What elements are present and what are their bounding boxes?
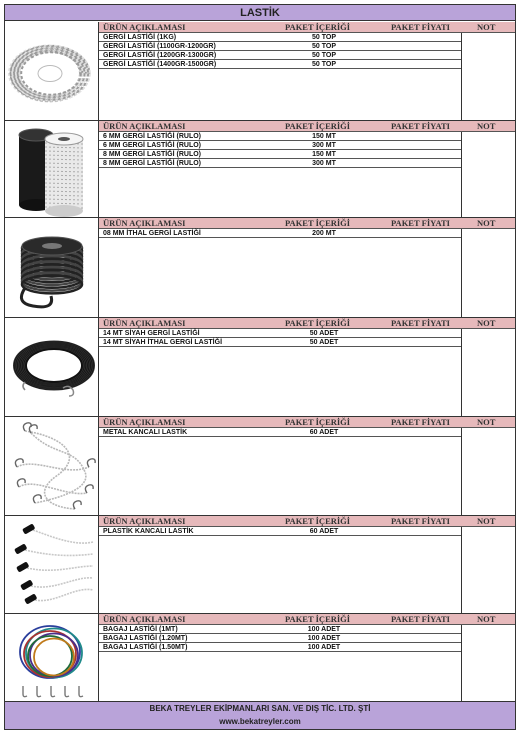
- package-content: 60 ADET: [309, 528, 339, 535]
- header-description: ÜRÜN AÇIKLAMASI: [103, 417, 186, 427]
- header-package-price: PAKET FİYATI: [391, 318, 450, 328]
- product-table: [99, 22, 515, 120]
- table-header: [99, 516, 515, 527]
- header-package-content: PAKET İÇERİĞİ: [285, 22, 351, 32]
- table-row: [99, 141, 461, 150]
- table-row: [99, 51, 461, 60]
- header-package-price: PAKET FİYATI: [391, 516, 450, 526]
- white-grey-elastic-coil-image: [5, 22, 99, 120]
- black-elastic-spool-image: [5, 218, 99, 317]
- note-column-divider: [461, 428, 462, 515]
- product-image: [5, 417, 99, 515]
- product-description: BAGAJ LASTİĞİ (1.20MT): [103, 635, 188, 642]
- table-header: [99, 417, 515, 428]
- header-note: NOT: [477, 22, 496, 32]
- table-row: [99, 33, 461, 42]
- package-content: 100 ADET: [307, 626, 341, 633]
- table-row: [99, 159, 461, 168]
- note-column-divider: [461, 33, 462, 120]
- header-package-content: PAKET İÇERİĞİ: [285, 417, 351, 427]
- company-name: BEKA TREYLER EKİPMANLARI SAN. VE DIŞ TİC. LTD. ŞTİ: [149, 704, 371, 713]
- package-content: 150 MT: [312, 151, 336, 158]
- header-note: NOT: [477, 218, 496, 228]
- table-header: [99, 22, 515, 33]
- table-row: [99, 329, 461, 338]
- header-description: ÜRÜN AÇIKLAMASI: [103, 318, 186, 328]
- note-column-divider: [461, 625, 462, 701]
- note-column-divider: [461, 329, 462, 416]
- product-section: [5, 121, 515, 218]
- product-image: [5, 121, 99, 217]
- product-image: [5, 516, 99, 613]
- product-description: 6 MM GERGİ LASTİĞİ (RULO): [103, 142, 201, 149]
- product-table: [99, 417, 515, 515]
- table-row: [99, 527, 461, 536]
- header-package-content: PAKET İÇERİĞİ: [285, 218, 351, 228]
- table-row: [99, 428, 461, 437]
- product-description: GERGİ LASTİĞİ (1200GR-1300GR): [103, 52, 217, 59]
- package-content: 50 TOP: [312, 61, 336, 68]
- product-table: [99, 614, 515, 701]
- table-row: [99, 625, 461, 634]
- table-header: [99, 218, 515, 229]
- black-white-elastic-rolls-image: [5, 121, 99, 217]
- package-content: 100 ADET: [307, 635, 341, 642]
- package-content: 200 MT: [312, 230, 336, 237]
- package-content: 300 MT: [312, 142, 336, 149]
- note-column-divider: [461, 132, 462, 217]
- header-description: ÜRÜN AÇIKLAMASI: [103, 614, 186, 624]
- product-section: [5, 417, 515, 516]
- price-list-page: [4, 4, 516, 730]
- package-content: 50 TOP: [312, 52, 336, 59]
- header-package-content: PAKET İÇERİĞİ: [285, 121, 351, 131]
- product-description: METAL KANCALI LASTİK: [103, 429, 188, 436]
- product-description: BAGAJ LASTİĞİ (1MT): [103, 626, 178, 633]
- product-description: 14 MT SİYAH GERGİ LASTİĞİ: [103, 330, 200, 337]
- product-section: [5, 318, 515, 417]
- table-header: [99, 614, 515, 625]
- header-description: ÜRÜN AÇIKLAMASI: [103, 121, 186, 131]
- table-row: [99, 42, 461, 51]
- product-description: BAGAJ LASTİĞİ (1.50MT): [103, 644, 188, 651]
- product-section: [5, 516, 515, 614]
- header-package-price: PAKET FİYATI: [391, 22, 450, 32]
- header-description: ÜRÜN AÇIKLAMASI: [103, 516, 186, 526]
- header-description: ÜRÜN AÇIKLAMASI: [103, 22, 186, 32]
- table-row: [99, 634, 461, 643]
- package-content: 150 MT: [312, 133, 336, 140]
- note-column-divider: [461, 527, 462, 613]
- header-package-content: PAKET İÇERİĞİ: [285, 318, 351, 328]
- footer: [5, 702, 515, 729]
- page-title: LASTİK: [5, 5, 515, 21]
- header-package-price: PAKET FİYATI: [391, 121, 450, 131]
- package-content: 50 ADET: [309, 330, 339, 337]
- table-row: [99, 132, 461, 141]
- table-header: [99, 318, 515, 329]
- product-description: 14 MT SİYAH İTHAL GERGİ LASTİĞİ: [103, 339, 223, 346]
- table-header: [99, 121, 515, 132]
- product-description: PLASTİK KANCALI LASTİK: [103, 528, 194, 535]
- header-note: NOT: [477, 614, 496, 624]
- table-row: [99, 60, 461, 69]
- header-package-content: PAKET İÇERİĞİ: [285, 614, 351, 624]
- black-elastic-coil-hooks-image: [5, 318, 99, 416]
- header-note: NOT: [477, 516, 496, 526]
- product-description: 6 MM GERGİ LASTİĞİ (RULO): [103, 133, 201, 140]
- product-image: [5, 614, 99, 701]
- product-section: [5, 218, 515, 318]
- header-package-price: PAKET FİYATI: [391, 614, 450, 624]
- table-row: [99, 229, 461, 238]
- package-content: 50 TOP: [312, 43, 336, 50]
- note-column-divider: [461, 229, 462, 317]
- header-note: NOT: [477, 417, 496, 427]
- table-row: [99, 150, 461, 159]
- table-row: [99, 643, 461, 652]
- header-package-content: PAKET İÇERİĞİ: [285, 516, 351, 526]
- product-description: GERGİ LASTİĞİ (1400GR-1500GR): [103, 61, 217, 68]
- product-description: 8 MM GERGİ LASTİĞİ (RULO): [103, 151, 201, 158]
- product-table: [99, 516, 515, 613]
- product-image: [5, 318, 99, 416]
- header-note: NOT: [477, 121, 496, 131]
- table-row: [99, 338, 461, 347]
- product-section: [5, 22, 515, 121]
- product-description: GERGİ LASTİĞİ (1100GR-1200GR): [103, 43, 216, 50]
- product-table: [99, 121, 515, 217]
- product-section: [5, 614, 515, 702]
- header-note: NOT: [477, 318, 496, 328]
- product-description: GERGİ LASTİĞİ (1KG): [103, 34, 177, 41]
- product-table: [99, 318, 515, 416]
- luggage-bungee-cords-image: [5, 614, 99, 701]
- header-package-price: PAKET FİYATI: [391, 218, 450, 228]
- package-content: 50 ADET: [309, 339, 339, 346]
- package-content: 60 ADET: [309, 429, 339, 436]
- metal-hook-bungee-cords-image: [5, 417, 99, 515]
- product-description: 08 MM İTHAL GERGİ LASTİĞİ: [103, 230, 201, 237]
- product-image: [5, 218, 99, 317]
- product-table: [99, 218, 515, 317]
- plastic-hook-bungee-cords-image: [5, 516, 99, 613]
- product-description: 8 MM GERGİ LASTİĞİ (RULO): [103, 160, 201, 167]
- product-image: [5, 22, 99, 120]
- header-package-price: PAKET FİYATI: [391, 417, 450, 427]
- company-website: www.bekatreyler.com: [219, 717, 301, 726]
- package-content: 100 ADET: [307, 644, 341, 651]
- package-content: 50 TOP: [312, 34, 336, 41]
- header-description: ÜRÜN AÇIKLAMASI: [103, 218, 186, 228]
- package-content: 300 MT: [312, 160, 336, 167]
